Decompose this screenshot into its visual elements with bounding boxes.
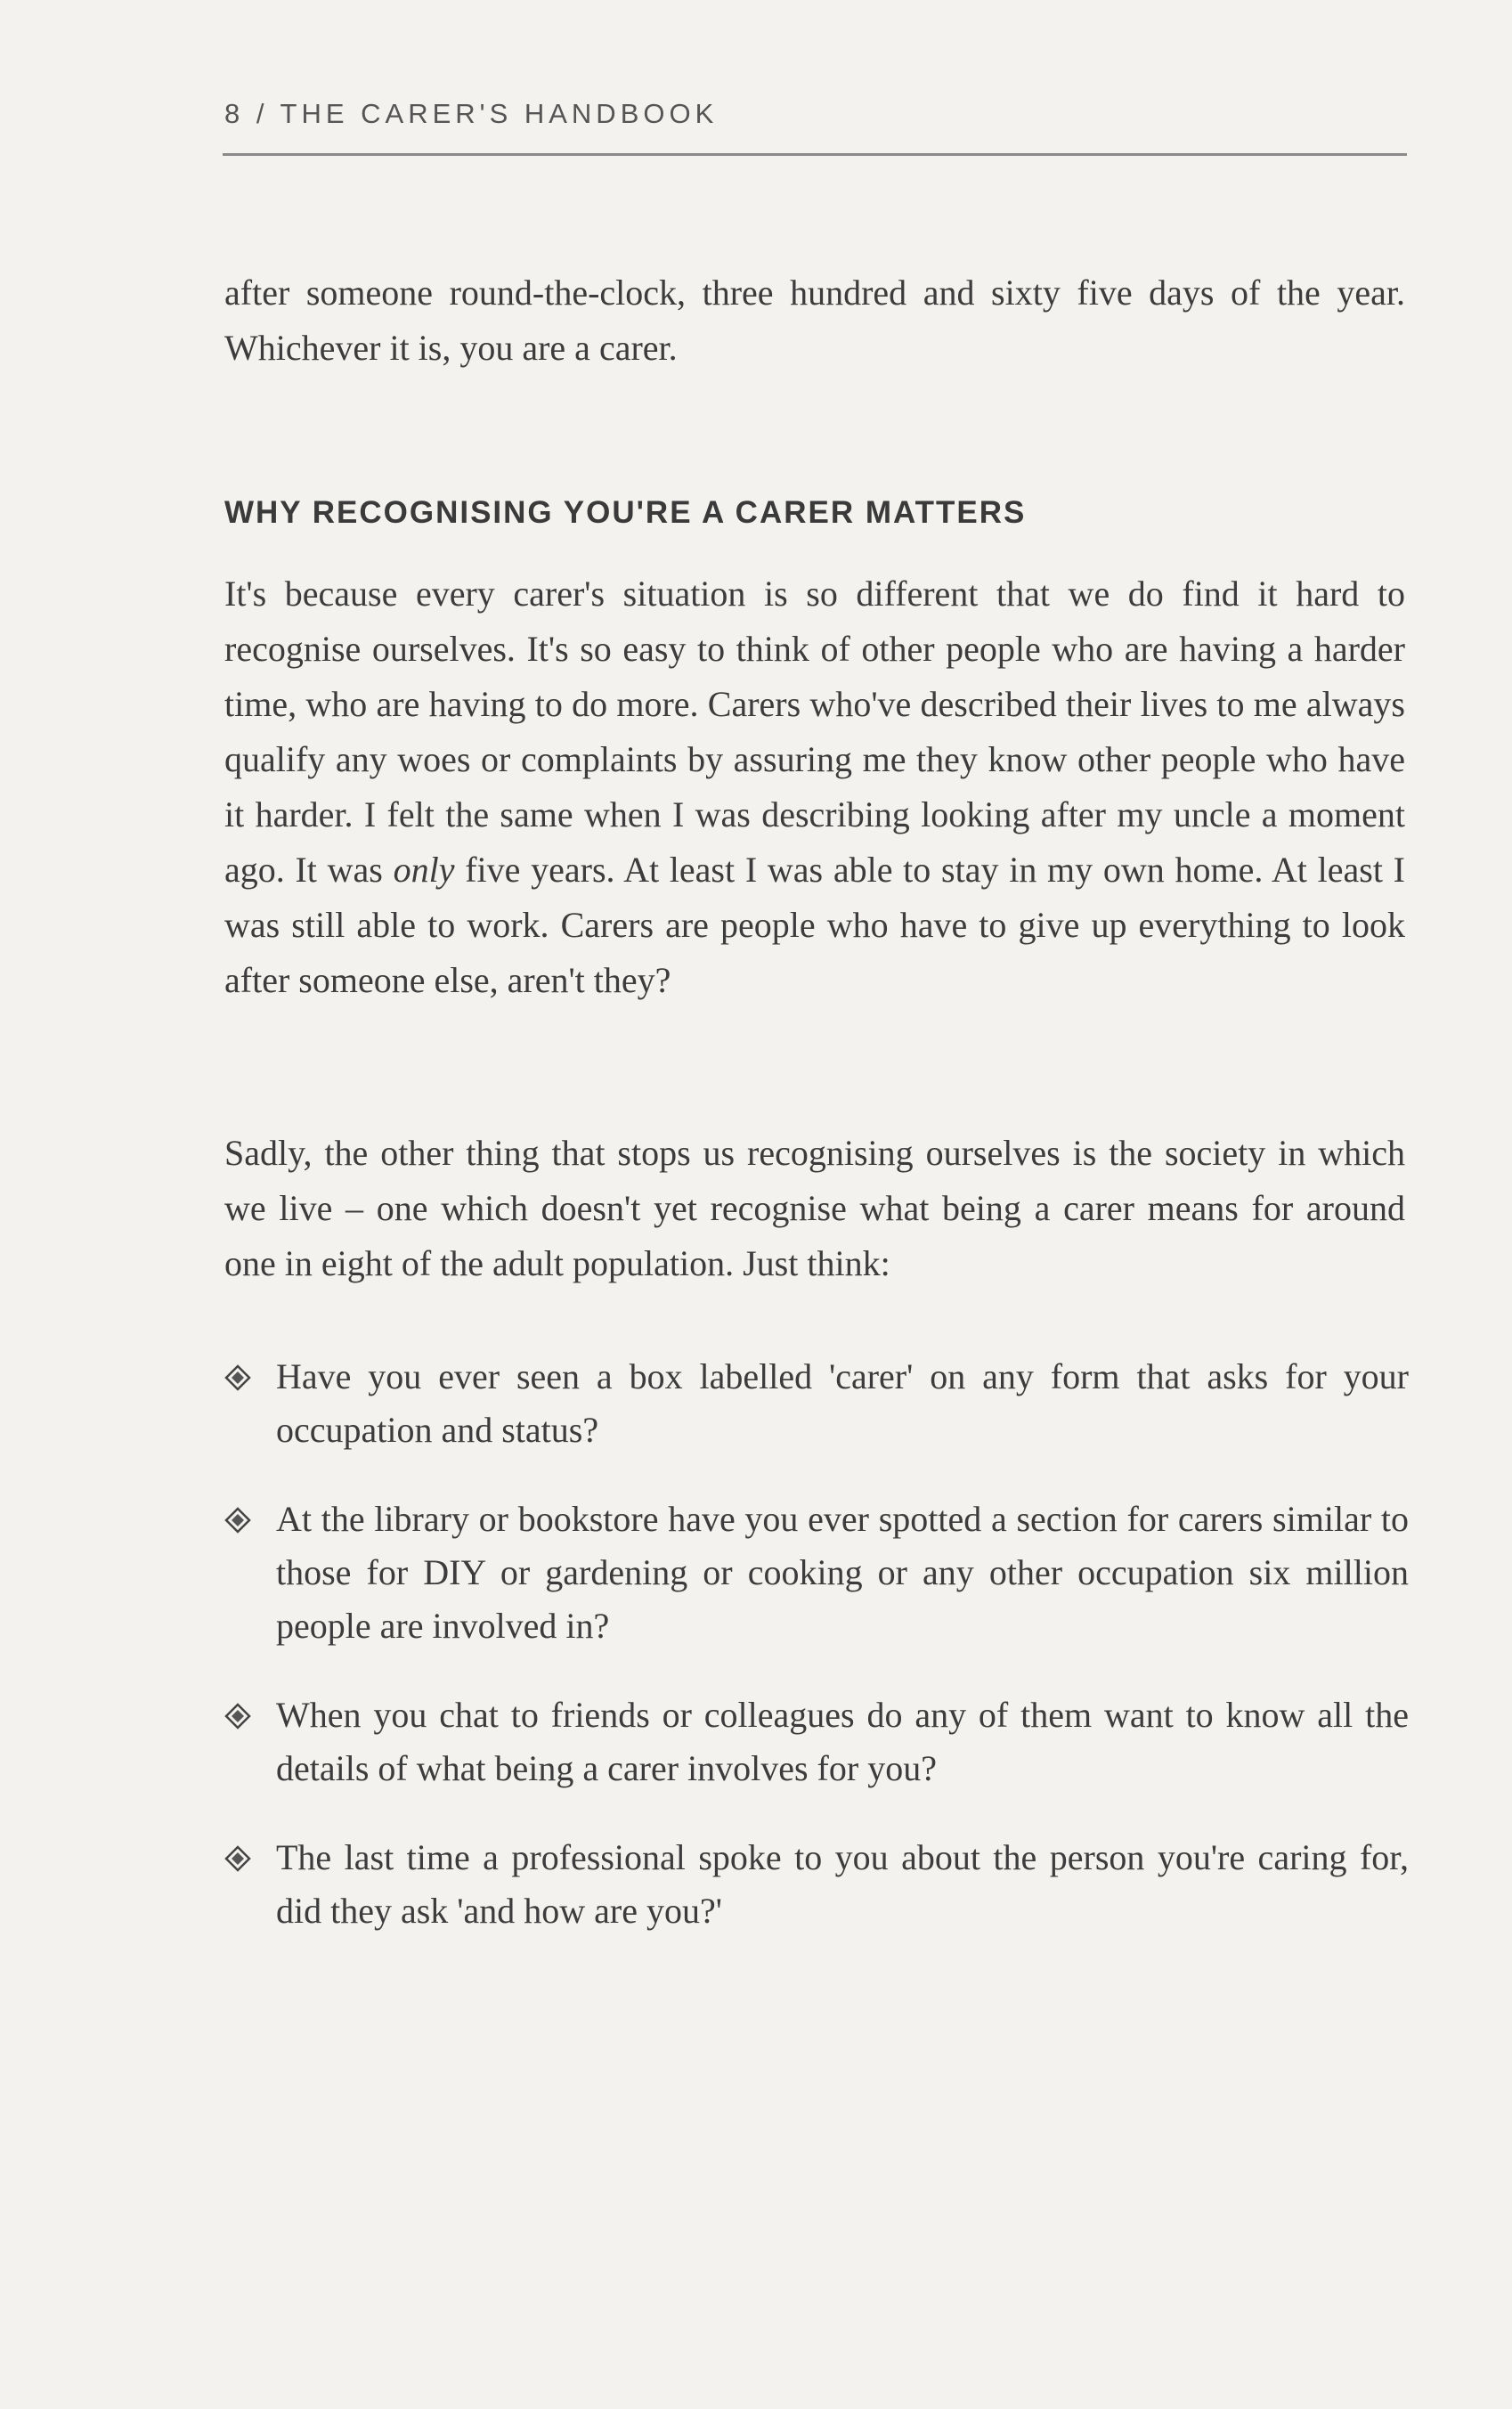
list-item-text: At the library or bookstore have you ever spotted a section for carers similar to those for DIY or gardening or cooking or any other occupation six million people are involved in? — [276, 1499, 1409, 1646]
header-rule — [223, 153, 1407, 156]
list-item — [224, 1493, 1409, 1653]
section-heading: WHY RECOGNISING YOU'RE A CARER MATTERS — [224, 495, 1027, 530]
diamond-bullet-icon — [224, 1507, 251, 1534]
list-item — [224, 1350, 1409, 1457]
list-item-text: Have you ever seen a box labelled 'carer' on any form that asks for your occupation and status? — [276, 1356, 1409, 1450]
list-item-text: When you chat to friends or colleagues do any of them want to know all the details of what being a carer involves for you? — [276, 1695, 1409, 1788]
diamond-bullet-icon — [224, 1845, 251, 1872]
paragraph-recognising-text-1: It's because every carer's situation is so different that we do find it hard to recognise ourselves. It's so easy to think of other people who are having a harder time, who are having to do more. Carers who've described their lives to me always qualify any woes or complaints by assuring me they know other people who have it harder. I felt the same when I was describing looking after my uncle a moment ago. It was — [224, 574, 1405, 890]
list-item-text: The last time a professional spoke to you about the person you're caring for, did they ask 'and how are you?' — [276, 1837, 1409, 1931]
diamond-bullet-icon — [224, 1364, 251, 1391]
paragraph-recognising-text-2: five years. At least I was able to stay in my own home. At least I was still able to work. Carers are people who have to give up everything to look after someone else, aren't they? — [224, 850, 1405, 1000]
bullet-list — [224, 1350, 1409, 1974]
paragraph-recognising — [224, 566, 1405, 1008]
paragraph-society: Sadly, the other thing that stops us recognising ourselves is the society in which we live – one which doesn't yet recognise what being a carer means for around one in eight of the adult population. Just think: — [224, 1133, 1405, 1283]
list-item — [224, 1831, 1409, 1938]
running-header: 8 / THE CARER'S HANDBOOK — [224, 98, 719, 129]
paragraph-recognising-emphasis: only — [393, 850, 455, 890]
intro-paragraph: after someone round-the-clock, three hundred and sixty five days of the year. Whichever it is, you are a carer. — [224, 273, 1405, 368]
diamond-bullet-icon — [224, 1703, 251, 1729]
list-item — [224, 1689, 1409, 1795]
